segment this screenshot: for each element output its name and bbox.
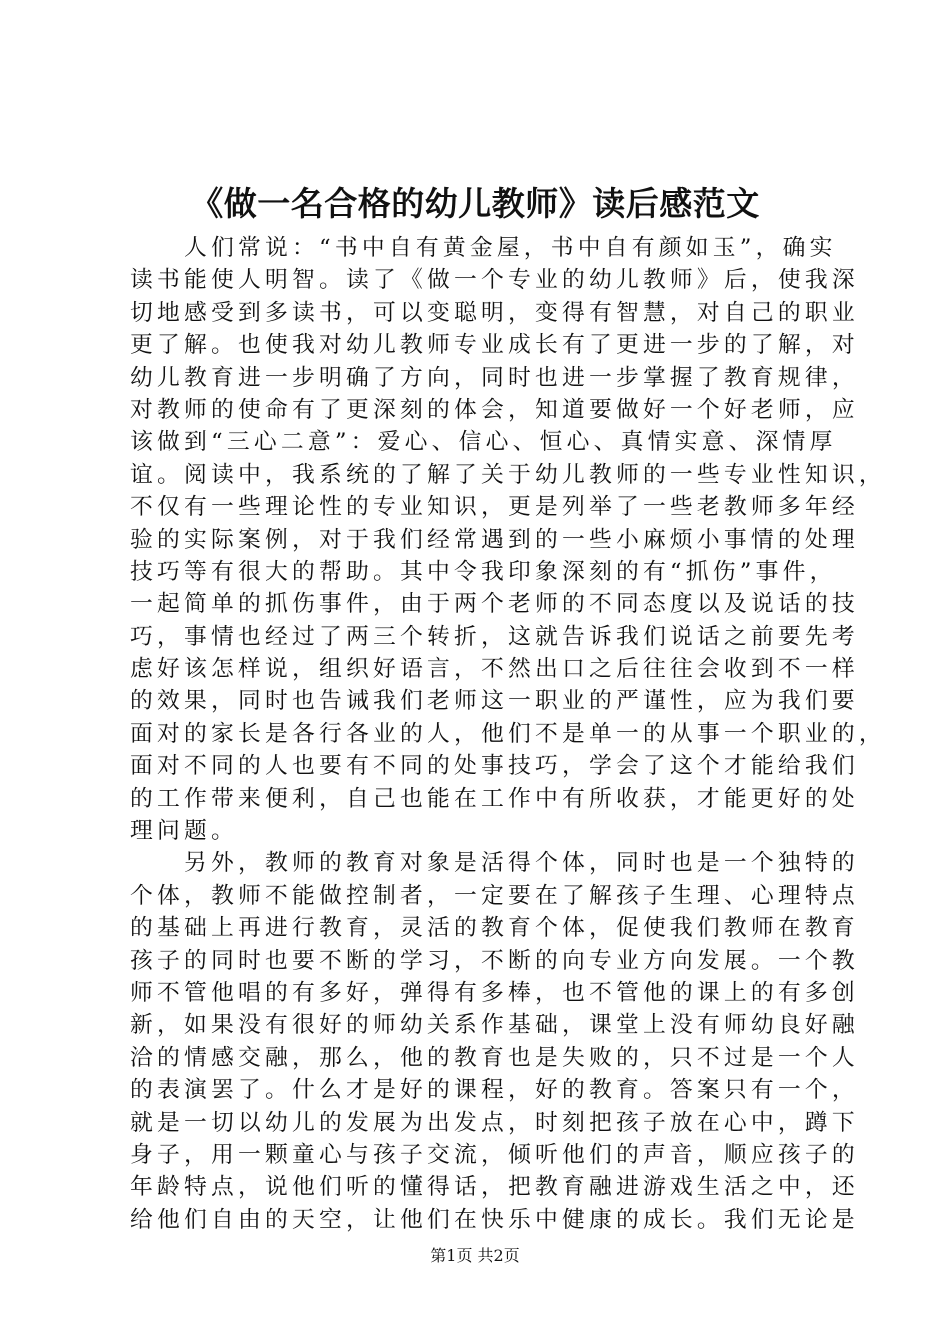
text-line: 洽的情感交融，那么，他的教育也是失败的，只不过是一个人 (130, 1044, 859, 1071)
text-line: 面对的家长是各行各业的人，他们不是单一的从事一个职业的， (130, 720, 886, 747)
text-line: 面对不同的人也要有不同的处事技巧，学会了这个才能给我们 (130, 753, 859, 780)
text-line: 幼儿教育进一步明确了方向，同时也进一步掌握了教育规律， (130, 364, 859, 391)
text-line: 理问题。 (130, 818, 238, 845)
text-line: 新，如果没有很好的师幼关系作基础，课堂上没有师幼良好融 (130, 1012, 859, 1039)
text-line: 另外，教师的教育对象是活得个体，同时也是一个独特的 (130, 850, 859, 877)
text-line: 技巧等有很大的帮助。其中令我印象深刻的有“抓伤”事件， (130, 558, 837, 585)
text-line: 的工作带来便利，自己也能在工作中有所收获，才能更好的处 (130, 785, 859, 812)
text-line: 一起简单的抓伤事件，由于两个老师的不同态度以及说话的技 (130, 591, 859, 618)
text-line: 孩子的同时也要不断的学习，不断的向专业方向发展。一个教 (130, 947, 859, 974)
text-line: 虑好该怎样说，组织好语言，不然出口之后往往会收到不一样 (130, 656, 859, 683)
page-number-footer: 第1页 共2页 (430, 1246, 520, 1265)
text-line: 更了解。也使我对幼儿教师专业成长有了更进一步的了解，对 (130, 332, 859, 359)
text-line: 对教师的使命有了更深刻的体会，知道要做好一个好老师，应 (130, 396, 859, 423)
text-line: 给他们自由的天空，让他们在快乐中健康的成长。我们无论是 (130, 1206, 859, 1233)
text-line: 读书能使人明智。读了《做一个专业的幼儿教师》后，使我深 (130, 267, 859, 294)
document-title: 《做一名合格的幼儿教师》读后感范文 (190, 184, 760, 223)
text-line: 的表演罢了。什么才是好的课程，好的教育。答案只有一个， (130, 1077, 859, 1104)
text-line: 师不管他唱的有多好，弹得有多棒，也不管他的课上的有多创 (130, 979, 859, 1006)
text-line: 巧，事情也经过了两三个转折，这就告诉我们说话之前要先考 (130, 623, 859, 650)
text-line: 的基础上再进行教育，灵活的教育个体，促使我们教师在教育 (130, 915, 859, 942)
document-body (130, 232, 886, 1236)
text-line: 人们常说：“书中自有黄金屋，书中自有颜如玉”，确实 (130, 235, 837, 261)
text-line: 该做到“三心二意”：爱心、信心、恒心、真情实意、深情厚 (130, 429, 837, 456)
text-line: 年龄特点，说他们听的懂得话，把教育融进游戏生活之中，还 (130, 1174, 859, 1201)
text-line: 身子，用一颗童心与孩子交流，倾听他们的声音，顺应孩子的 (130, 1141, 859, 1168)
text-line: 验的实际案例，对于我们经常遇到的一些小麻烦小事情的处理 (130, 526, 859, 553)
text-line: 不仅有一些理论性的专业知识，更是列举了一些老教师多年经 (130, 494, 859, 521)
text-line: 谊。阅读中，我系统的了解了关于幼儿教师的一些专业性知识， (130, 461, 886, 488)
text-line: 切地感受到多读书，可以变聪明，变得有智慧，对自己的职业 (130, 299, 859, 326)
text-line: 就是一切以幼儿的发展为出发点，时刻把孩子放在心中，蹲下 (130, 1109, 859, 1136)
text-line: 的效果，同时也告诫我们老师这一职业的严谨性，应为我们要 (130, 688, 859, 715)
text-line: 个体，教师不能做控制者，一定要在了解孩子生理、心理特点 (130, 882, 859, 909)
